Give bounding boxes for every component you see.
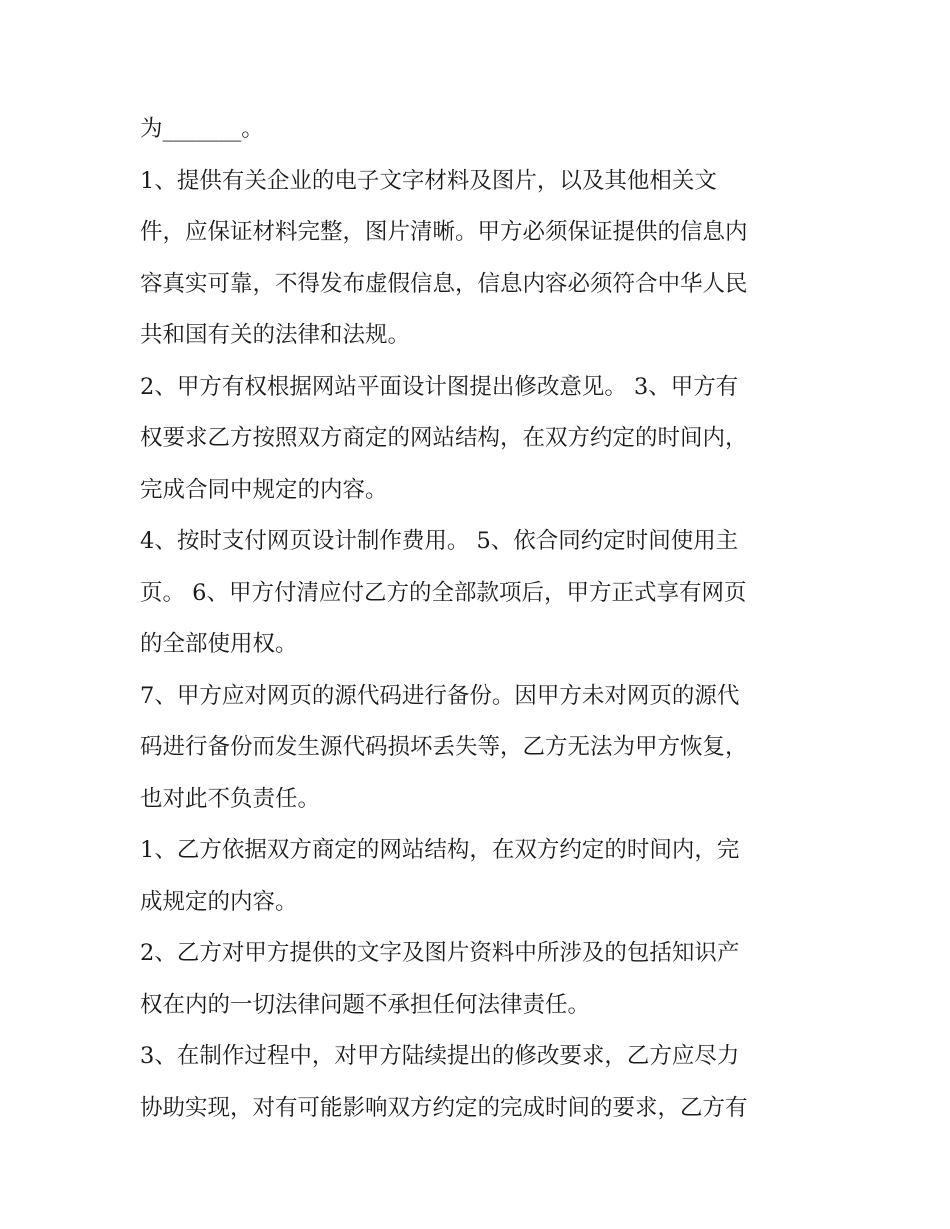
text-line: 共和国有关的法律和法规。 [140,322,411,348]
text-line: 3、在制作过程中，对甲方陆续提出的修改要求，乙方应尽力 [140,1043,740,1069]
text-line: 页。 6、甲方付清应付乙方的全部款项后，甲方正式享有网页 [140,579,747,606]
text-line: 为_______。 [140,116,264,142]
text-line: 也对此不负责任。 [140,785,321,812]
text-line: 协助实现，对有可能影响双方约定的完成时间的要求，乙方有 [140,1094,748,1121]
text-line: 7、甲方应对网页的源代码进行备份。因甲方未对网页的源代 [140,682,740,709]
text-line: 4、按时支付网页设计制作费用。 5、依合同约定时间使用主 [140,528,739,554]
text-line: 1、提供有关企业的电子文字材料及图片，以及其他相关文 [140,167,717,194]
text-line: 1、乙方依据双方商定的网站结构，在双方约定的时间内，完 [140,837,740,863]
text-line: 容真实可靠，不得发布虚假信息，信息内容必须符合中华人民 [140,270,748,297]
document-body [140,104,820,1134]
text-line: 权在内的一切法律问题不承担任何法律责任。 [140,991,591,1018]
text-line: 件，应保证材料完整，图片清晰。甲方必须保证提供的信息内 [140,219,748,245]
text-line: 成规定的内容。 [140,888,298,915]
text-line: 的全部使用权。 [140,631,298,657]
text-line: 2、甲方有权根据网站平面设计图提出修改意见。 3、甲方有 [140,373,739,400]
text-line: 权要求乙方按照双方商定的网站结构，在双方约定的时间内， [140,425,748,451]
text-line: 码进行备份而发生源代码损坏丢失等，乙方无法为甲方恢复， [140,734,748,760]
text-line: 2、乙方对甲方提供的文字及图片资料中所涉及的包括知识产 [140,940,740,966]
text-line: 完成合同中规定的内容。 [140,476,388,503]
